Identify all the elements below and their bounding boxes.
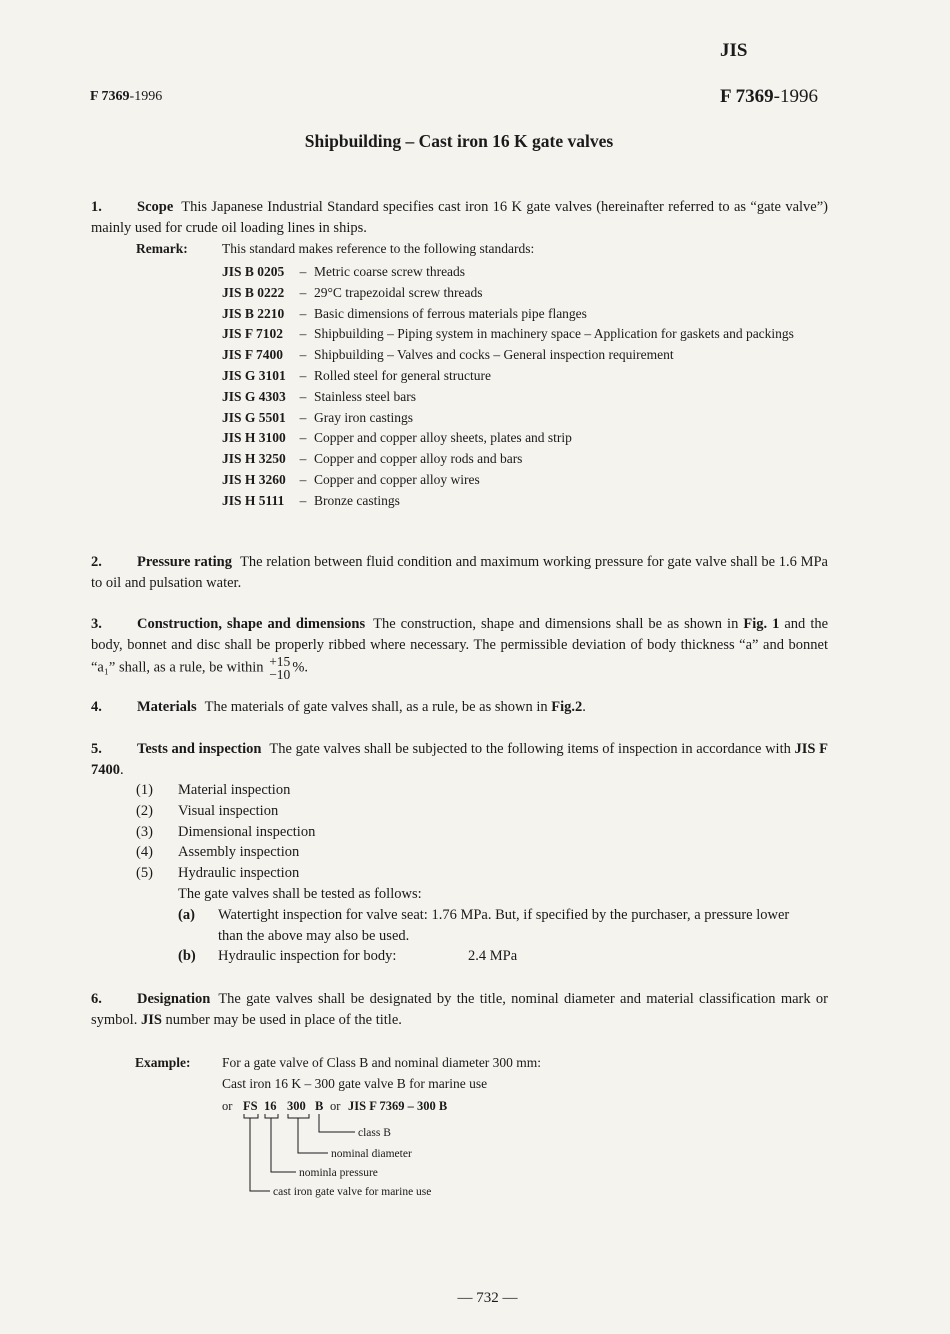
reference-desc: Rolled steel for general structure <box>314 367 491 383</box>
example-or-1: or <box>222 1099 233 1113</box>
code-part-300: 300 <box>287 1099 306 1113</box>
section-6-text-b: number may be used in place of the title. <box>165 1011 402 1028</box>
test-item-b-label: (b) <box>178 948 196 965</box>
tolerance-minus: −10 <box>269 667 291 682</box>
reference-desc: Stainless steel bars <box>314 388 416 404</box>
section-5 <box>91 739 828 780</box>
reference-code: JIS G 3101 <box>222 367 286 383</box>
list-item <box>136 822 315 843</box>
reference-code: JIS B 0222 <box>222 284 285 300</box>
reference-item: JIS B 0222 – 29°C trapezoidal screw threads <box>222 283 828 304</box>
list-item <box>136 780 315 801</box>
list-item-label: (2) <box>136 802 153 819</box>
reference-item: JIS B 0205 – Metric coarse screw threads <box>222 262 828 283</box>
example-line-2: Cast iron 16 K – 300 gate valve B for marine use <box>222 1076 488 1091</box>
list-item-text: Hydraulic inspection <box>178 865 300 882</box>
alt-code: JIS F 7369 – 300 B <box>348 1099 448 1113</box>
page-number: — 732 — <box>457 1290 518 1306</box>
reference-desc: Gray iron castings <box>314 409 413 425</box>
test-item-a <box>178 905 798 947</box>
test-item-b-value: 2.4 MPa <box>468 948 518 965</box>
section-3-heading: Construction, shape and dimensions <box>137 616 366 632</box>
header-right-year: -1996 <box>773 86 818 107</box>
section-1-number: 1. <box>91 199 102 215</box>
reference-desc: Basic dimensions of ferrous materials pipe flanges <box>314 305 587 321</box>
section-6-jis: JIS <box>140 1011 162 1028</box>
header-right-code: F 7369 <box>720 86 774 107</box>
section-5-number: 5. <box>91 741 102 757</box>
section-5-end: . <box>120 761 124 778</box>
section-1-text: This Japanese Industrial Standard specifies cast iron 16 K gate valves (hereinafter referred to as “gate valve”) mainly used for crude oil loading lines in ships. <box>91 199 828 236</box>
list-item-label: (1) <box>136 782 153 798</box>
section-2-number: 2. <box>91 554 102 570</box>
reference-code: JIS H 3250 <box>222 451 286 467</box>
example-line-1: For a gate valve of Class B and nominal diameter 300 mm: <box>222 1055 542 1070</box>
tolerance-unit: %. <box>292 659 309 676</box>
reference-code: JIS H 3100 <box>222 430 286 446</box>
reference-desc: Bronze castings <box>314 492 400 508</box>
section-4-fig-ref: Fig.2 <box>551 699 583 715</box>
section-4-heading: Materials <box>137 699 197 715</box>
list-item-label: (3) <box>136 823 153 840</box>
tolerance-plus: +15 <box>269 654 291 669</box>
remark-intro: This standard makes reference to the following standards: <box>222 241 535 256</box>
reference-code: JIS G 4303 <box>222 388 286 404</box>
reference-item: JIS H 5111 – Bronze castings <box>222 491 828 512</box>
section-1-heading: Scope <box>137 199 174 215</box>
reference-desc: 29°C trapezoidal screw threads <box>314 284 483 300</box>
section-2-heading: Pressure rating <box>137 554 232 570</box>
reference-item: JIS F 7102 – Shipbuilding – Piping system in machinery space – Application for gaskets and packings <box>222 324 828 345</box>
list-item-label: (4) <box>136 844 153 861</box>
reference-item: JIS G 5501 – Gray iron castings <box>222 408 828 429</box>
section-4-end: . <box>582 699 586 715</box>
reference-code: JIS B 0205 <box>222 264 285 279</box>
code-part-16: 16 <box>264 1099 277 1113</box>
section-6-text-a: The gate valves shall be designated by the title, nominal diameter and material classification mark or symbol. <box>91 991 828 1028</box>
reference-desc: Shipbuilding – Valves and cocks – General inspection requirement <box>314 347 674 363</box>
test-item-b-text: Hydraulic inspection for body: <box>218 948 397 965</box>
reference-code: JIS B 2210 <box>222 305 285 321</box>
section-6 <box>91 989 828 1030</box>
document-title: Shipbuilding – Cast iron 16 K gate valves <box>304 131 614 151</box>
reference-item: JIS G 4303 – Stainless steel bars <box>222 387 828 408</box>
inspection-list <box>136 780 315 884</box>
annotation-nominal-diameter: nominal diameter <box>331 1148 412 1160</box>
section-3 <box>91 614 828 681</box>
tested-as-line: The gate valves shall be tested as follows: <box>178 886 422 902</box>
jis-mark: JIS <box>720 40 748 61</box>
reference-item: JIS H 3260 – Copper and copper alloy wires <box>222 470 828 491</box>
header-left-standard <box>90 89 162 105</box>
section-6-number: 6. <box>91 991 102 1007</box>
header-left-year: -1996 <box>129 89 163 104</box>
reference-desc: Copper and copper alloy wires <box>314 471 480 487</box>
section-3-text-b: and the body, bonnet and disc shall be properly ribbed where necessary. The permissible deviation of body thickness “a” and bonnet “a₁” shall, as a rule, be within <box>91 616 829 676</box>
code-part-b: B <box>315 1099 324 1113</box>
list-item <box>136 842 315 863</box>
reference-item: JIS F 7400 – Shipbuilding – Valves and cocks – General inspection requirement <box>222 345 828 366</box>
code-part-fs: FS <box>243 1099 258 1113</box>
reference-item: JIS H 3250 – Copper and copper alloy rods and bars <box>222 449 828 470</box>
section-3-number: 3. <box>91 616 102 632</box>
test-item-a-text: Watertight inspection for valve seat: 1.76 MPa. But, if specified by the purchaser, a pressure lower than the above may also be used. <box>218 906 790 944</box>
tolerance-fraction <box>269 655 290 681</box>
reference-desc: Metric coarse screw threads <box>314 264 466 279</box>
list-item <box>136 801 315 822</box>
section-5-std-ref: JIS F 7400 <box>91 741 828 778</box>
reference-list <box>222 262 828 512</box>
reference-desc: Copper and copper alloy rods and bars <box>314 451 523 467</box>
annotation-class: class B <box>358 1127 391 1139</box>
reference-code: JIS H 5111 <box>222 492 285 508</box>
reference-item: JIS H 3100 – Copper and copper alloy sheets, plates and strip <box>222 428 828 449</box>
list-item <box>136 863 315 884</box>
annotation-cast-iron: cast iron gate valve for marine use <box>273 1186 432 1198</box>
header-left-code: F 7369 <box>90 89 130 104</box>
section-2-text: The relation between fluid condition and maximum working pressure for gate valve shall be 1.6 MPa to oil and pulsation water. <box>91 554 828 591</box>
list-item-label: (5) <box>136 865 153 882</box>
reference-code: JIS F 7400 <box>222 347 284 363</box>
section-3-fig-ref: Fig. 1 <box>743 616 780 632</box>
section-5-heading: Tests and inspection <box>137 741 262 757</box>
section-2 <box>91 552 828 593</box>
test-conditions <box>178 884 798 967</box>
header-right-standard <box>720 86 818 108</box>
reference-code: JIS G 5501 <box>222 409 286 425</box>
example-or-2: or <box>330 1099 341 1113</box>
list-item-text: Material inspection <box>178 782 291 798</box>
example-label: Example: <box>135 1055 191 1070</box>
section-4 <box>91 697 828 718</box>
reference-code: JIS F 7102 <box>222 326 284 342</box>
list-item-text: Dimensional inspection <box>178 823 316 840</box>
reference-desc: Shipbuilding – Piping system in machinery space – Application for gaskets and packings <box>314 326 794 342</box>
reference-code: JIS H 3260 <box>222 471 286 487</box>
section-5-text: The gate valves shall be subjected to the following items of inspection in accordance with <box>269 741 791 757</box>
annotation-nominal-pressure: nominla pressure <box>299 1167 378 1179</box>
section-4-number: 4. <box>91 699 102 715</box>
section-1 <box>91 197 828 238</box>
remark-label: Remark: <box>136 241 188 256</box>
section-6-heading: Designation <box>137 991 211 1007</box>
designation-diagram <box>220 1095 540 1210</box>
list-item-text: Assembly inspection <box>178 844 300 861</box>
reference-item: JIS B 2210 – Basic dimensions of ferrous materials pipe flanges <box>222 304 828 325</box>
test-item-a-label: (a) <box>178 906 195 923</box>
section-3-text-a: The construction, shape and dimensions shall be as shown in <box>373 616 739 632</box>
reference-desc: Copper and copper alloy sheets, plates and strip <box>314 430 572 446</box>
list-item-text: Visual inspection <box>178 802 279 819</box>
reference-item: JIS G 3101 – Rolled steel for general structure <box>222 366 828 387</box>
test-item-b <box>178 946 798 967</box>
section-4-text: The materials of gate valves shall, as a rule, be as shown in <box>204 699 548 715</box>
